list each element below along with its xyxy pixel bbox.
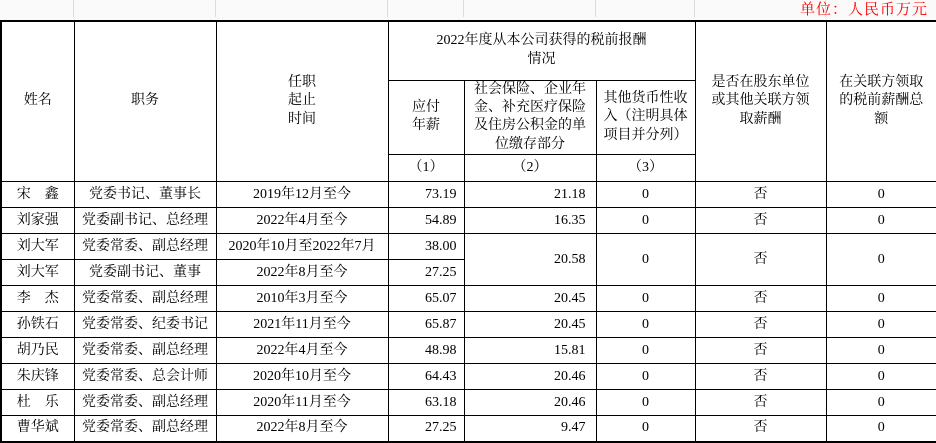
social-insurance-cell: 20.46	[464, 364, 596, 390]
position-cell: 党委常委、副总经理	[74, 234, 216, 260]
table-row	[1, 182, 936, 208]
tenure-cell: 2019年12月至今	[216, 182, 388, 208]
header-related-pay	[826, 21, 936, 182]
tenure-cell: 2022年8月至今	[216, 260, 388, 286]
table-row	[1, 208, 936, 234]
other-income-cell: 0	[596, 364, 695, 390]
other-income-cell: 0	[596, 338, 695, 364]
payable-salary-cell: 38.00	[388, 234, 464, 260]
header-payable-salary	[388, 80, 464, 155]
payable-salary-cell: 65.07	[388, 286, 464, 312]
table-row	[1, 390, 936, 416]
name-cell: 刘大军	[1, 234, 74, 260]
gridline	[463, 0, 464, 17]
social-insurance-cell: 16.35	[464, 208, 596, 234]
tenure-cell: 2022年8月至今	[216, 416, 388, 442]
related-pay-cell: 0	[826, 208, 936, 234]
header-social-insurance	[464, 80, 596, 155]
spreadsheet-top-strip	[0, 0, 936, 20]
position-cell: 党委常委、副总经理	[74, 286, 216, 312]
payable-salary-cell: 73.19	[388, 182, 464, 208]
related-pay-cell: 0	[826, 416, 936, 442]
other-income-cell: 0	[596, 312, 695, 338]
header-shareholder-pay-label: 是否在股东单位或其他关联方领取薪酬	[711, 74, 810, 127]
table-row	[1, 338, 936, 364]
gridline	[215, 0, 216, 17]
tenure-cell: 2021年11月至今	[216, 312, 388, 338]
table-row	[1, 234, 936, 260]
related-pay-cell: 0	[826, 312, 936, 338]
gridline	[73, 0, 74, 17]
position-cell: 党委常委、副总经理	[74, 416, 216, 442]
social-insurance-cell: 15.81	[464, 338, 596, 364]
position-cell: 党委常委、副总经理	[74, 338, 216, 364]
header-social-insurance-label: 社会保险、企业年金、补充医疗保险及住房公积金的单位缴存部分	[474, 81, 586, 152]
header-comp-group-label: 2022年度从本公司获得的税前报酬情况	[436, 33, 647, 67]
table-row	[1, 286, 936, 312]
position-cell: 党委副书记、董事	[74, 260, 216, 286]
payable-salary-cell: 65.87	[388, 312, 464, 338]
header-other-income-label: 其他货币性收入（注明具体项目并分列）	[603, 90, 688, 143]
position-cell: 党委常委、副总经理	[74, 390, 216, 416]
tenure-cell: 2020年10月至今	[216, 364, 388, 390]
tenure-cell: 2022年4月至今	[216, 208, 388, 234]
related-pay-cell: 0	[826, 338, 936, 364]
header-code-3: （3）	[596, 155, 695, 182]
shareholder-pay-cell: 否	[695, 338, 826, 364]
social-insurance-cell: 20.45	[464, 312, 596, 338]
other-income-cell-merged: 0	[596, 234, 695, 286]
shareholder-pay-cell: 否	[695, 182, 826, 208]
header-other-income	[596, 80, 695, 155]
header-related-pay-label: 在关联方领取的税前薪酬总额	[839, 74, 924, 127]
name-cell: 曹华斌	[1, 416, 74, 442]
shareholder-pay-cell: 否	[695, 364, 826, 390]
social-insurance-cell: 20.46	[464, 390, 596, 416]
tenure-cell: 2020年10月至2022年7月	[216, 234, 388, 260]
related-pay-cell: 0	[826, 286, 936, 312]
tenure-cell: 2010年3月至今	[216, 286, 388, 312]
payable-salary-cell: 48.98	[388, 338, 464, 364]
related-pay-cell: 0	[826, 364, 936, 390]
position-cell: 党委常委、总会计师	[74, 364, 216, 390]
name-cell: 李 杰	[1, 286, 74, 312]
payable-salary-cell: 27.25	[388, 260, 464, 286]
name-cell: 胡乃民	[1, 338, 74, 364]
related-pay-cell: 0	[826, 390, 936, 416]
social-insurance-cell: 9.47	[464, 416, 596, 442]
shareholder-pay-cell-merged: 否	[695, 234, 826, 286]
tenure-cell: 2020年11月至今	[216, 390, 388, 416]
name-cell: 宋 鑫	[1, 182, 74, 208]
other-income-cell: 0	[596, 208, 695, 234]
payable-salary-cell: 54.89	[388, 208, 464, 234]
shareholder-pay-cell: 否	[695, 416, 826, 442]
payable-salary-cell: 27.25	[388, 416, 464, 442]
payable-salary-cell: 63.18	[388, 390, 464, 416]
social-insurance-cell-merged: 20.58	[464, 234, 596, 286]
header-shareholder-pay	[695, 21, 826, 182]
position-cell: 党委副书记、总经理	[74, 208, 216, 234]
shareholder-pay-cell: 否	[695, 286, 826, 312]
name-cell: 杜 乐	[1, 390, 74, 416]
related-pay-cell-merged: 0	[826, 234, 936, 286]
header-tenure-label: 任职起止时间	[288, 74, 316, 127]
unit-label: 单位：人民币万元	[799, 2, 928, 18]
name-cell: 刘家强	[1, 208, 74, 234]
header-position: 职务	[74, 21, 216, 182]
gridline	[595, 0, 596, 17]
compensation-table	[0, 20, 936, 443]
position-cell: 党委书记、董事长	[74, 182, 216, 208]
table-row	[1, 312, 936, 338]
other-income-cell: 0	[596, 182, 695, 208]
gridline	[387, 0, 388, 17]
payable-salary-cell: 64.43	[388, 364, 464, 390]
name-cell: 刘大军	[1, 260, 74, 286]
header-name: 姓名	[1, 21, 74, 182]
name-cell: 孙铁石	[1, 312, 74, 338]
header-code-2: （2）	[464, 155, 596, 182]
header-comp-group	[388, 21, 695, 80]
gridline	[694, 0, 695, 17]
header-tenure	[216, 21, 388, 182]
position-cell: 党委常委、纪委书记	[74, 312, 216, 338]
social-insurance-cell: 20.45	[464, 286, 596, 312]
related-pay-cell: 0	[826, 182, 936, 208]
social-insurance-cell: 21.18	[464, 182, 596, 208]
table-row	[1, 364, 936, 390]
other-income-cell: 0	[596, 416, 695, 442]
other-income-cell: 0	[596, 286, 695, 312]
tenure-cell: 2022年4月至今	[216, 338, 388, 364]
shareholder-pay-cell: 否	[695, 208, 826, 234]
shareholder-pay-cell: 否	[695, 390, 826, 416]
other-income-cell: 0	[596, 390, 695, 416]
header-code-1: （1）	[388, 155, 464, 182]
name-cell: 朱庆锋	[1, 364, 74, 390]
table-row	[1, 416, 936, 442]
shareholder-pay-cell: 否	[695, 312, 826, 338]
header-row-1	[1, 21, 936, 80]
header-payable-salary-label: 应付年薪	[412, 99, 440, 134]
